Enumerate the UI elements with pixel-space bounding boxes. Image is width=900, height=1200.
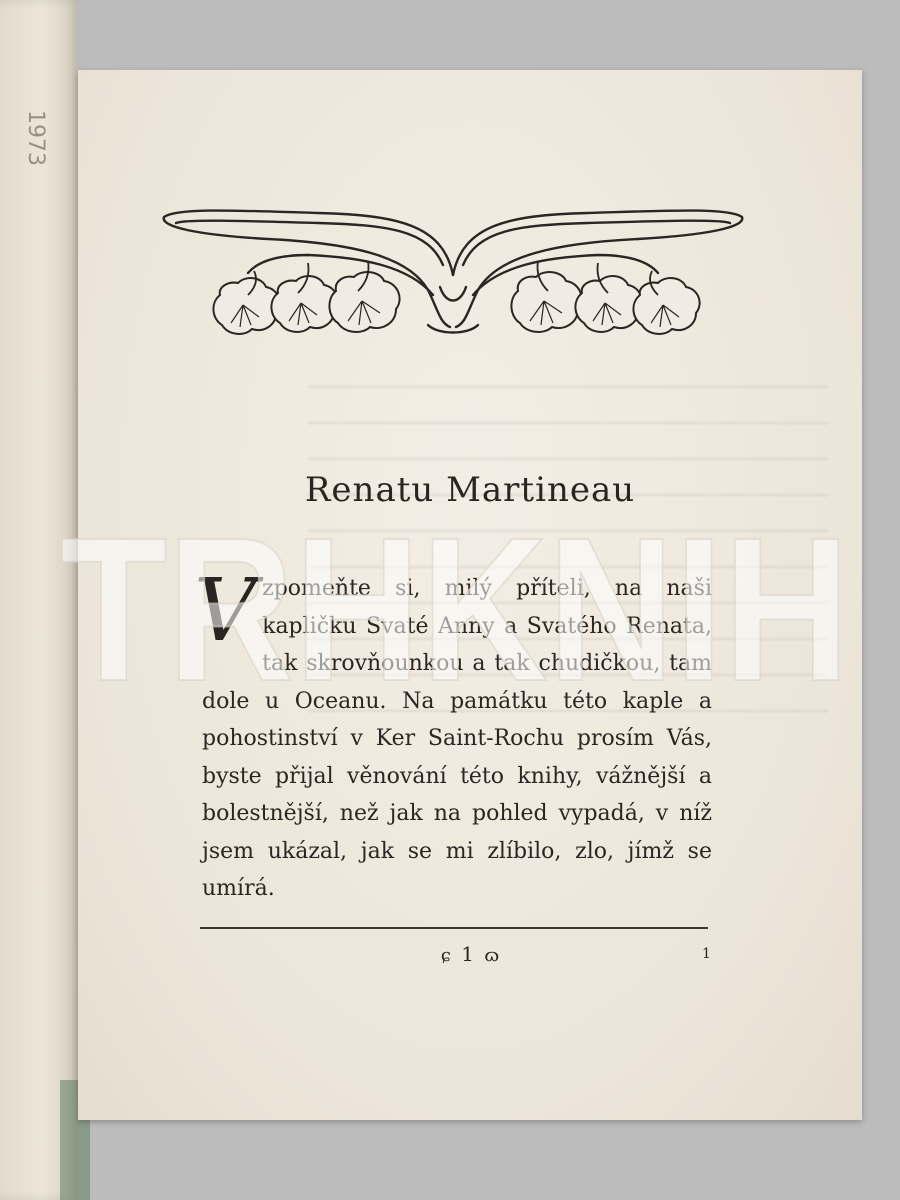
left-page-edge <box>0 0 78 1200</box>
dedication-text <box>194 561 712 908</box>
signature-mark: 1 <box>702 946 711 962</box>
book-page <box>78 70 862 1120</box>
art-nouveau-shell-headpiece-icon <box>158 195 748 355</box>
dedication-title: Renatu Martineau <box>304 470 636 510</box>
footer-rule <box>200 927 708 929</box>
folio-left-ornament-icon: ɕ <box>440 945 451 966</box>
pencil-annotation: 1973 <box>23 110 48 166</box>
page-folio <box>78 942 862 966</box>
drop-cap: V <box>194 561 257 661</box>
page-number: 1 <box>461 942 475 966</box>
dedication-body: zpomeňte si, milý příteli, na naši kapličku Svaté Anny a Svatého Renata, tak skrovňounkou a tak chudičkou, tam dole u Oceanu. Na památku této kaple a pohostinství v Ker Saint-Rochu prosím Vás, byste přijal věnování této knihy, vážnější a bolestnější, než jak na pohled vypadá, v níž jsem ukázal, jak se mi zlíbilo, zlo, jímž se umírá. <box>202 576 712 901</box>
watermark-text: TRHKNIH <box>60 495 850 700</box>
folio-right-ornament-icon: ɷ <box>484 945 500 966</box>
